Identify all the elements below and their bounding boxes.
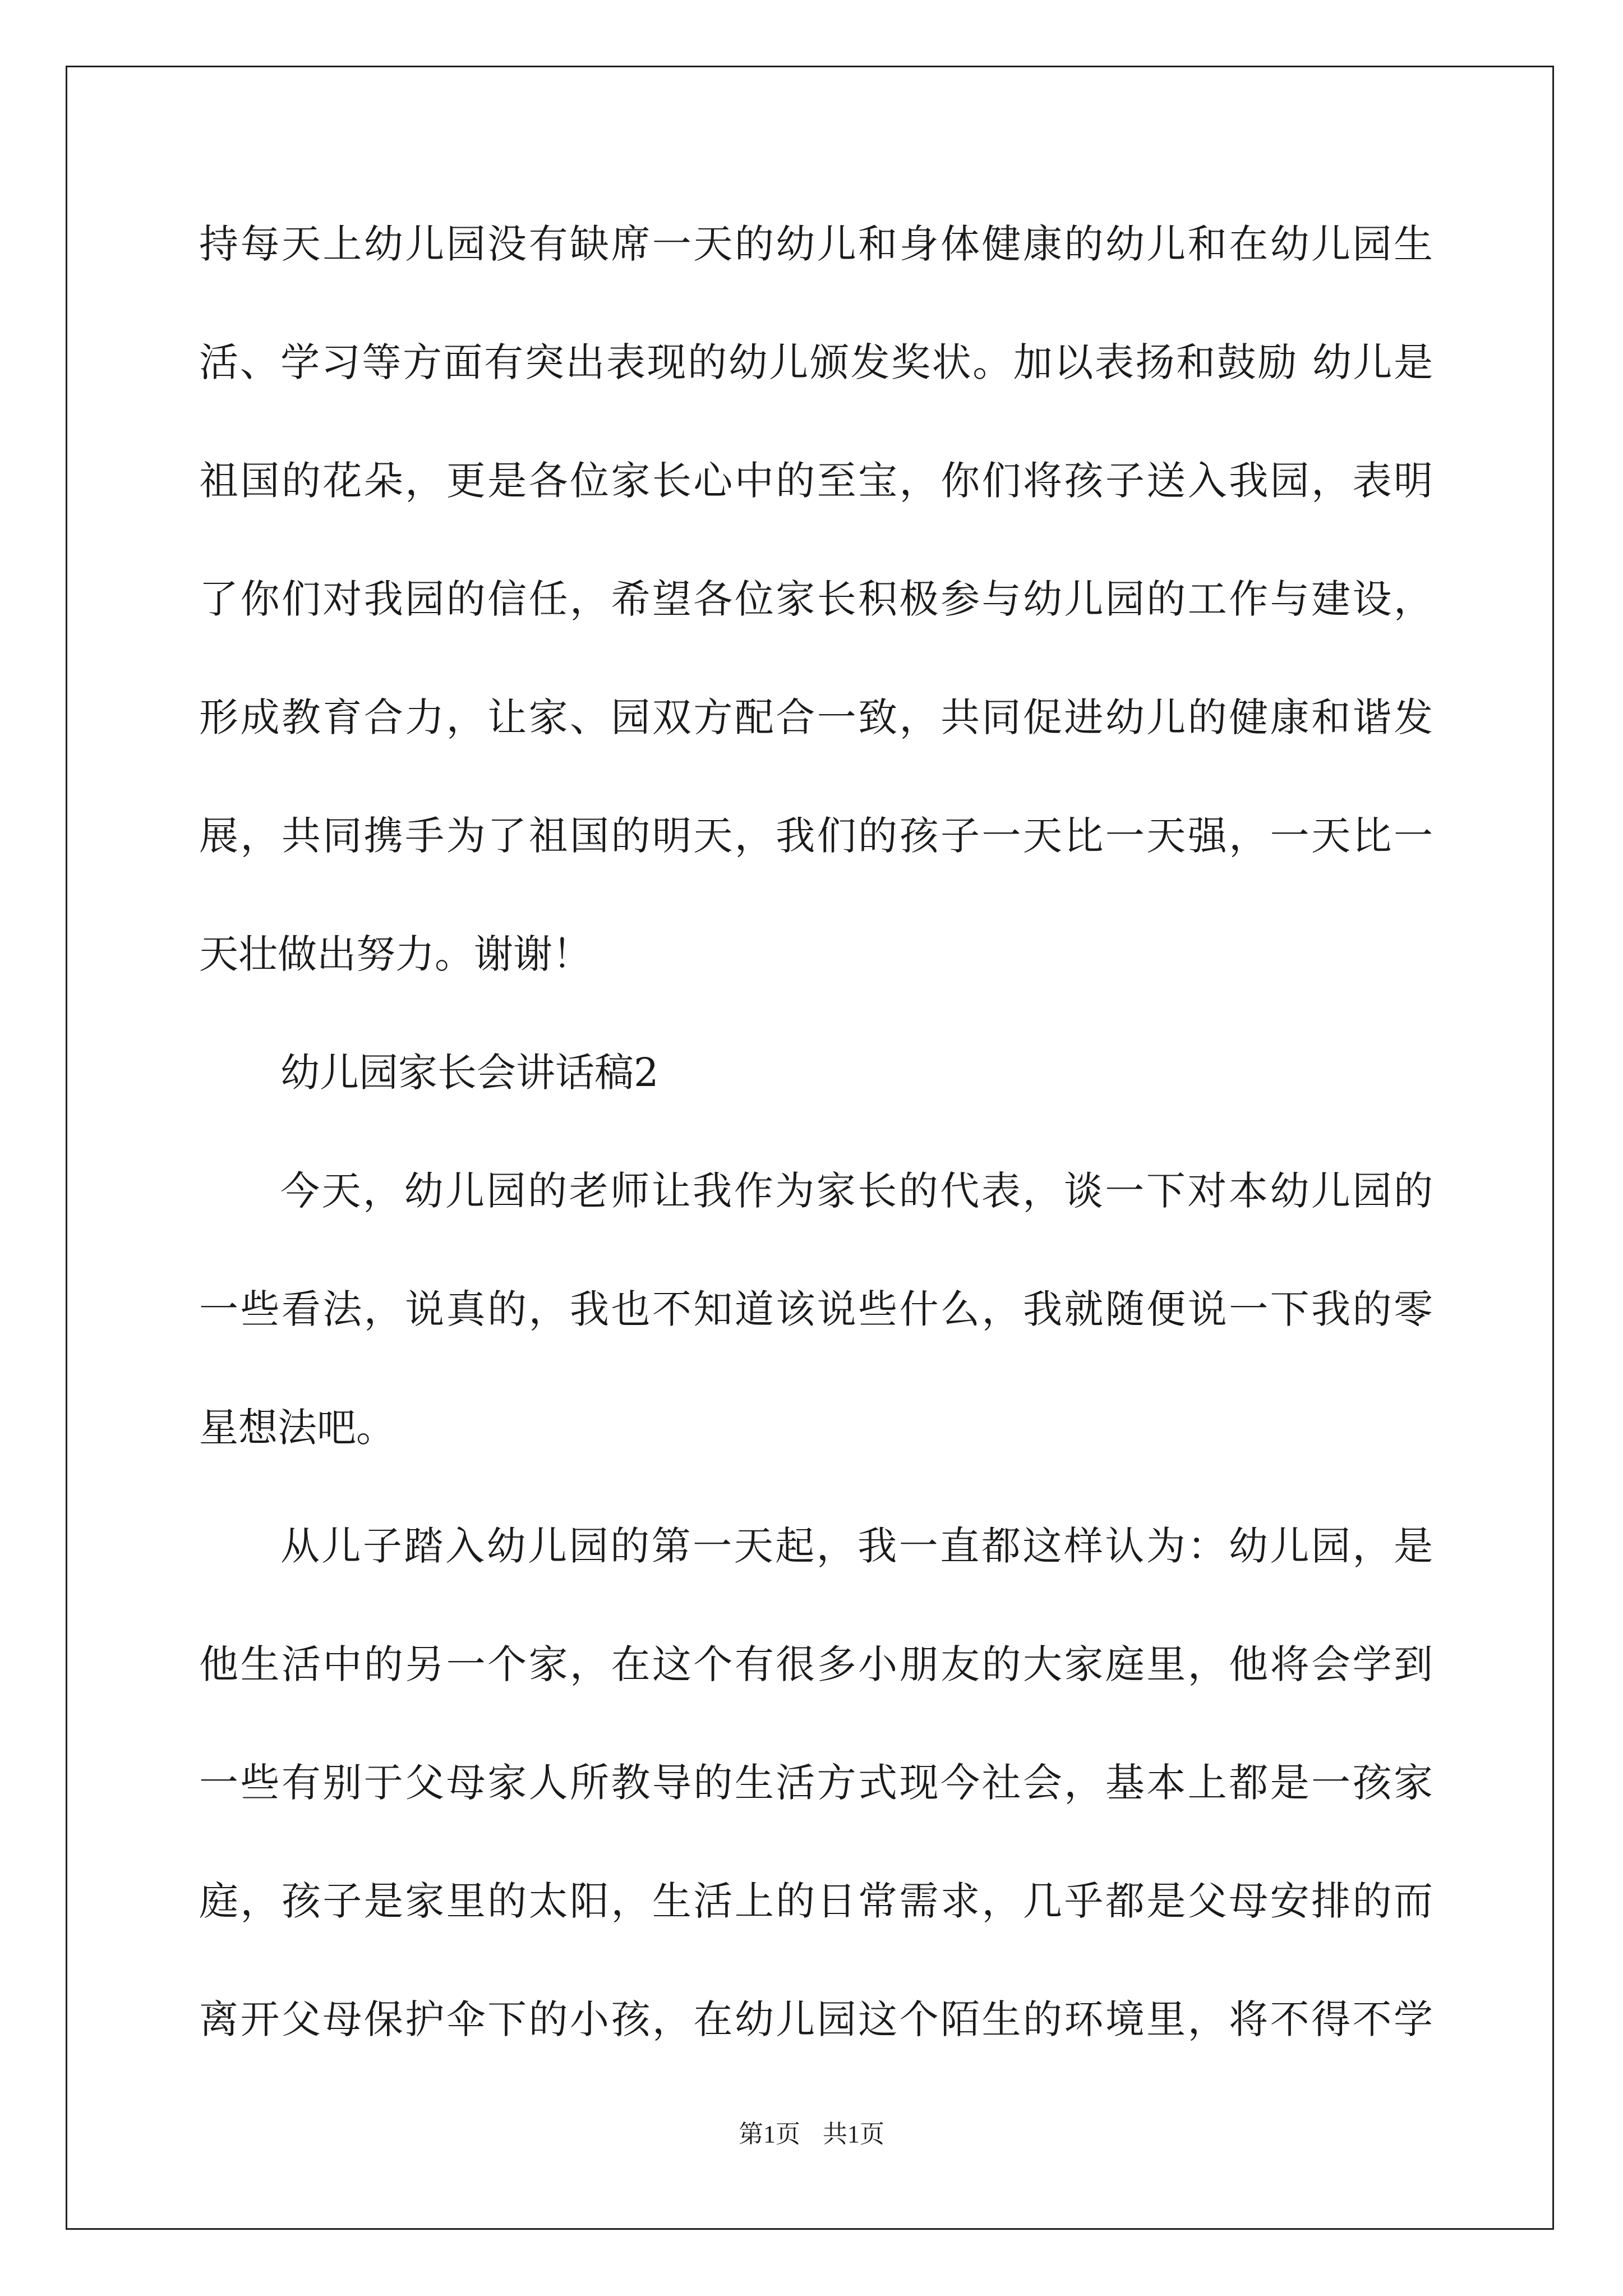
- paragraph-line: 今天，幼儿园的老师让我作为家长的代表，谈一下对本幼儿园的: [280, 1168, 1433, 1214]
- paragraph-line: 星想法吧。: [199, 1405, 395, 1451]
- paragraph-line: 持每天上幼儿园没有缺席一天的幼儿和身体健康的幼儿和在幼儿园生: [199, 221, 1433, 267]
- paragraph-line: 了你们对我园的信任，希望各位家长积极参与幼儿园的工作与建设，: [199, 576, 1433, 622]
- page-footer: [0, 2118, 1623, 2151]
- page-number: 第1页: [739, 2120, 800, 2148]
- paragraph-line: 一些有别于父母家人所教导的生活方式现今社会，基本上都是一孩家: [199, 1760, 1433, 1806]
- section-heading: 幼儿园家长会讲话稿2: [280, 1050, 659, 1096]
- paragraph-line: 展，共同携手为了祖国的明天，我们的孩子一天比一天强，一天比一: [199, 813, 1433, 859]
- page-total: 共1页: [823, 2120, 884, 2148]
- paragraph-line: 祖国的花朵，更是各位家长心中的至宝，你们将孩子送入我园，表明: [199, 458, 1433, 504]
- paragraph-line: 一些看法，说真的，我也不知道该说些什么，我就随便说一下我的零: [199, 1286, 1433, 1332]
- paragraph-line: 形成教育合力，让家、园双方配合一致，共同促进幼儿的健康和谐发: [199, 694, 1433, 740]
- paragraph-line: 活、学习等方面有突出表现的幼儿颁发奖状。加以表扬和鼓励 幼儿是: [199, 339, 1433, 385]
- paragraph-line: 离开父母保护伞下的小孩，在幼儿园这个陌生的环境里，将不得不学: [199, 1996, 1433, 2042]
- paragraph-line: 天壮做出努力。谢谢！: [199, 931, 592, 977]
- paragraph-line: 从儿子踏入幼儿园的第一天起，我一直都这样认为：幼儿园，是: [280, 1523, 1433, 1569]
- paragraph-line: 庭，孩子是家里的太阳，生活上的日常需求，几乎都是父母安排的而: [199, 1878, 1433, 1924]
- paragraph-line: 他生活中的另一个家，在这个有很多小朋友的大家庭里，他将会学到: [199, 1641, 1433, 1687]
